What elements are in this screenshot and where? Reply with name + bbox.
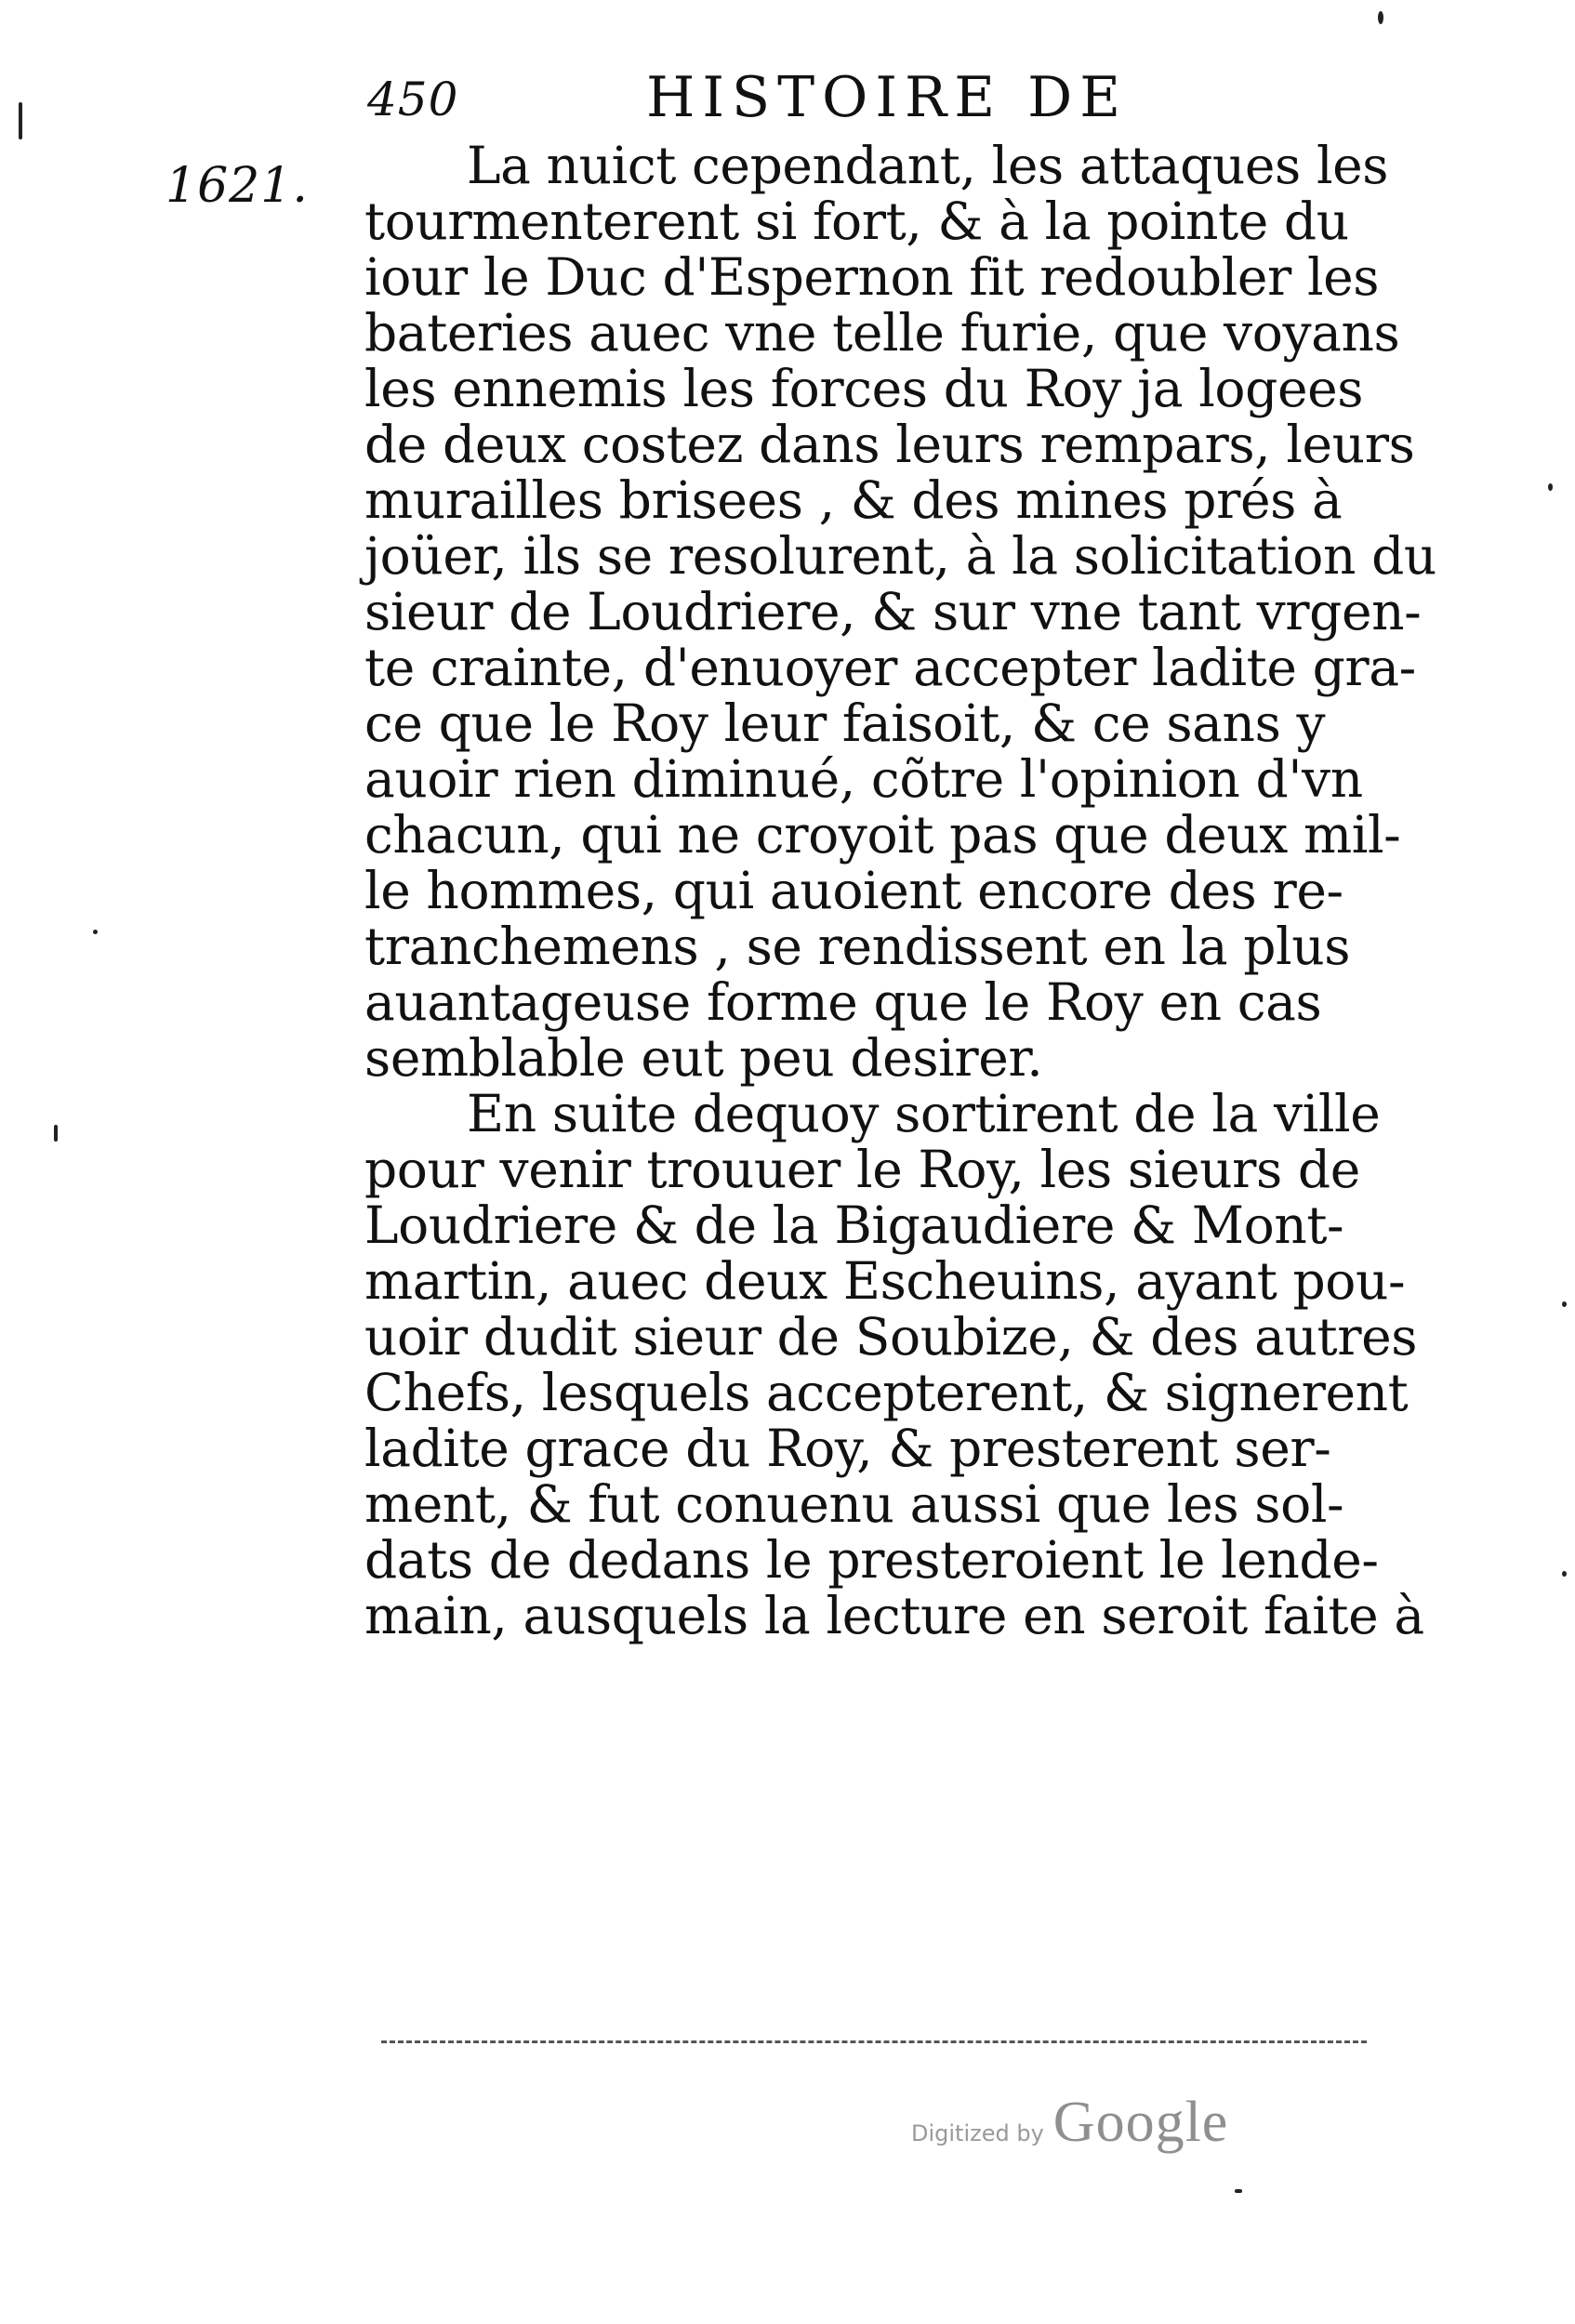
text-line: auoir rien diminué, cõtre l'opinion d'vn: [364, 749, 1363, 809]
text-line: ladite grace du Roy, & presterent ser-: [364, 1419, 1331, 1478]
margin-note-year: 1621.: [165, 158, 309, 214]
digitized-watermark: [911, 2090, 1228, 2164]
scan-speck: [1378, 11, 1383, 24]
text-line: semblable eut peu desirer.: [364, 1028, 1043, 1088]
text-line: te crainte, d'enuoyer accepter ladite gra-: [364, 638, 1416, 697]
scan-speck: [1235, 2189, 1242, 2193]
text-line: ce que le Roy leur faisoit, & ce sans y: [364, 693, 1326, 753]
scan-speck: [1562, 1301, 1567, 1307]
page-header: [367, 56, 1167, 139]
digitized-label: Digitized by: [911, 2120, 1044, 2146]
bottom-rule-divider: [381, 2040, 1367, 2043]
text-line: dats de dedans le presteroient le lende-: [364, 1530, 1379, 1590]
text-line: sieur de Loudriere, & sur vne tant vrgen-: [364, 582, 1422, 641]
page-number: 450: [367, 73, 459, 126]
running-title: HISTOIRE DE: [646, 65, 1128, 130]
text-line: ment, & fut conuenu aussi que les sol-: [364, 1474, 1344, 1534]
text-line: iour le Duc d'Espernon fit redoubler les: [364, 247, 1380, 307]
text-line: le hommes, qui auoient encore des re-: [364, 861, 1343, 920]
scan-speck: [1548, 483, 1553, 491]
text-line: martin, auec deux Escheuins, ayant pou-: [364, 1251, 1406, 1311]
text-line: auantageuse forme que le Roy en cas: [364, 972, 1322, 1032]
text-line: de deux costez dans leurs rempars, leurs: [364, 415, 1415, 474]
text-line: Chefs, lesquels accepterent, & signerent: [364, 1363, 1409, 1422]
text-line: La nuict cependant, les attaques les: [467, 136, 1389, 195]
text-line: tranchemens , se rendissent en la plus: [364, 917, 1351, 976]
scan-speck: [93, 930, 98, 934]
text-line: uoir dudit sieur de Soubize, & des autres: [364, 1307, 1418, 1367]
scan-speck: [1562, 1571, 1567, 1577]
text-line: joüer, ils se resolurent, à la solicitation du: [364, 526, 1436, 586]
text-line: Loudriere & de la Bigaudiere & Mont-: [364, 1195, 1344, 1255]
google-logo: Google: [1052, 2091, 1229, 2154]
text-line: pour venir trouuer le Roy, les sieurs de: [364, 1140, 1360, 1199]
text-line: les ennemis les forces du Roy ja logees: [364, 359, 1364, 418]
text-line: chacun, qui ne croyoit pas que deux mil-: [364, 805, 1401, 865]
text-line: tourmenterent si fort, & à la pointe du: [364, 191, 1349, 251]
text-line: bateries auec vne telle furie, que voyans: [364, 303, 1400, 363]
text-line: En suite dequoy sortirent de la ville: [467, 1084, 1381, 1143]
body-text: [364, 136, 1436, 1645]
scan-speck: [54, 1125, 58, 1142]
text-line: murailles brisees , & des mines prés à: [364, 470, 1343, 530]
scan-speck: [19, 102, 22, 139]
text-line: main, ausquels la lecture en seroit faite à: [364, 1586, 1424, 1645]
